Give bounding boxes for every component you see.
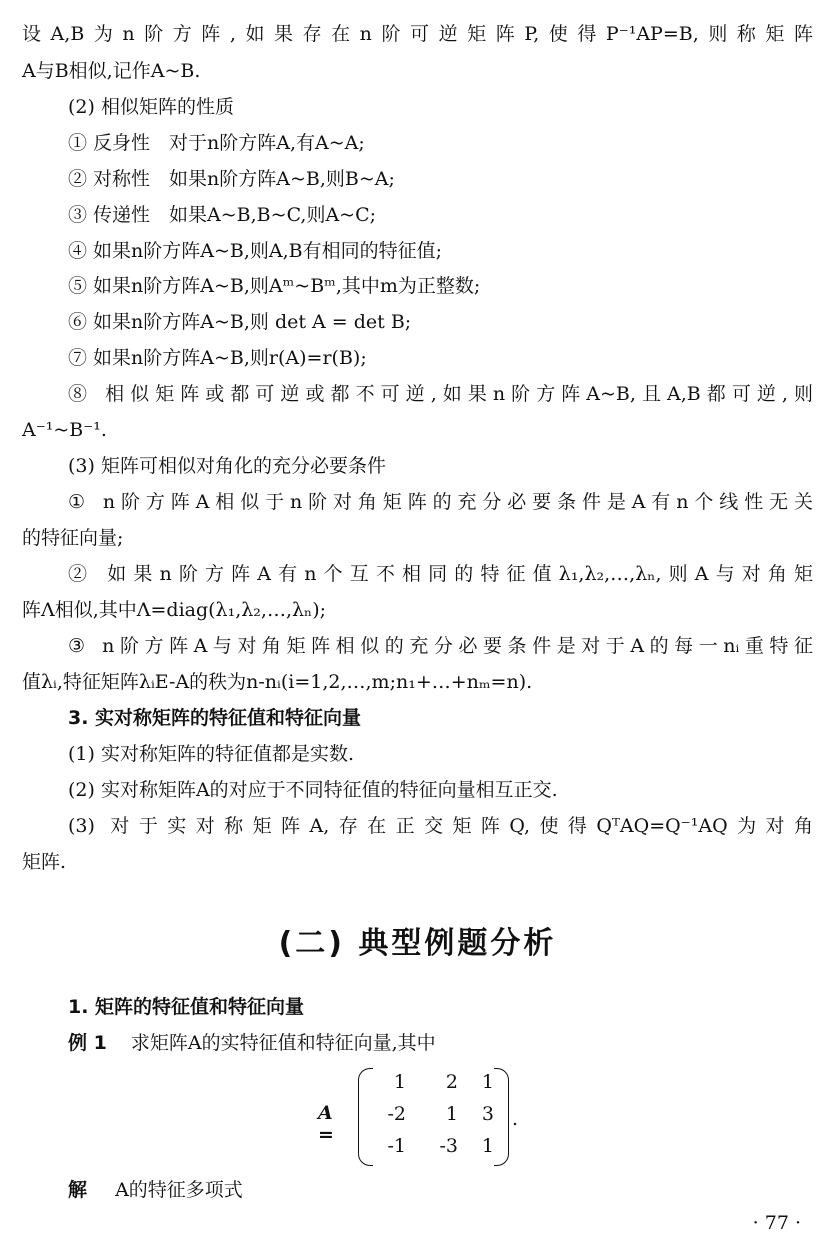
property-item: ③ 传递性 如果A~B,B~C,则A~C;: [68, 204, 377, 226]
matrix-cell: -1: [387, 1135, 406, 1157]
property-item: ⑥ 如果n阶方阵A~B,则 det A = det B;: [68, 311, 412, 333]
property-item: ⑤ 如果n阶方阵A~B,则Aᵐ~Bᵐ,其中m为正整数;: [68, 275, 481, 297]
condition-item-cont: 的特征向量;: [22, 527, 124, 549]
property-item: ④ 如果n阶方阵A~B,则A,B有相同的特征值;: [68, 240, 443, 262]
matrix-cell: 1: [481, 1071, 494, 1093]
body-line: 设A,B为n阶方阵,如果存在n阶可逆矩阵P,使得P⁻¹AP=B,则称矩阵: [22, 23, 813, 45]
solution-text: A的特征多项式: [115, 1179, 243, 1201]
condition-item-cont: 阵Λ相似,其中Λ=diag(λ₁,λ₂,…,λₙ);: [22, 599, 327, 621]
property-item: ② 对称性 如果n阶方阵A~B,则B~A;: [68, 168, 395, 190]
matrix-period: .: [512, 1108, 519, 1130]
condition-item: ③ n阶方阵A与对角矩阵相似的充分必要条件是对于A的每一nᵢ重特征: [68, 635, 813, 657]
matrix-cell: 2: [445, 1071, 458, 1093]
matrix-label: A =: [318, 1102, 334, 1146]
condition-item: ② 如果n阶方阵A有n个互不相同的特征值λ₁,λ₂,…,λₙ,则A与对角矩: [68, 563, 813, 585]
subheading: (2) 相似矩阵的性质: [68, 96, 234, 118]
real-symmetric-item: (2) 实对称矩阵A的对应于不同特征值的特征向量相互正交.: [68, 779, 558, 801]
matrix-cell: -2: [387, 1103, 406, 1125]
section-heading: 3. 实对称矩阵的特征值和特征向量: [68, 707, 362, 729]
matrix-cell: 1: [481, 1135, 494, 1157]
solution-line: [68, 1176, 813, 1204]
solution-label: 解: [68, 1179, 88, 1201]
section-title: (二) 典型例题分析: [278, 926, 557, 961]
real-symmetric-item: (3) 对于实对称矩阵A,存在正交矩阵Q,使得QᵀAQ=Q⁻¹AQ为对角: [68, 815, 813, 837]
body-line: A与B相似,记作A~B.: [22, 60, 201, 82]
matrix-cell: 1: [445, 1103, 458, 1125]
example-label: 例 1: [68, 1032, 107, 1054]
example-section-heading: 1. 矩阵的特征值和特征向量: [68, 996, 305, 1018]
condition-item: ① n阶方阵A相似于n阶对角矩阵的充分必要条件是A有n个线性无关: [68, 491, 813, 513]
matrix-cell: 3: [481, 1103, 494, 1125]
real-symmetric-item-cont: 矩阵.: [22, 851, 67, 873]
right-paren: [494, 1068, 509, 1166]
matrix-cell: 1: [393, 1071, 406, 1093]
matrix-cell: -3: [439, 1135, 458, 1157]
condition-item-cont: 值λᵢ,特征矩阵λᵢE-A的秩为n-nᵢ(i=1,2,…,m;n₁+…+nₘ=n).: [22, 671, 533, 693]
example-line: [68, 1029, 813, 1057]
real-symmetric-item: (1) 实对称矩阵的特征值都是实数.: [68, 743, 354, 765]
page-number: · 77 ·: [752, 1212, 801, 1234]
property-item: ⑧ 相似矩阵或都可逆或都不可逆,如果n阶方阵A~B,且A,B都可逆,则: [68, 383, 813, 405]
property-item: ① 反身性 对于n阶方阵A,有A~A;: [68, 132, 365, 154]
property-item: ⑦ 如果n阶方阵A~B,则r(A)=r(B);: [68, 347, 367, 369]
property-item-cont: A⁻¹~B⁻¹.: [22, 419, 107, 441]
subheading: (3) 矩阵可相似对角化的充分必要条件: [68, 455, 386, 477]
example-text: 求矩阵A的实特征值和特征向量,其中: [130, 1032, 436, 1054]
